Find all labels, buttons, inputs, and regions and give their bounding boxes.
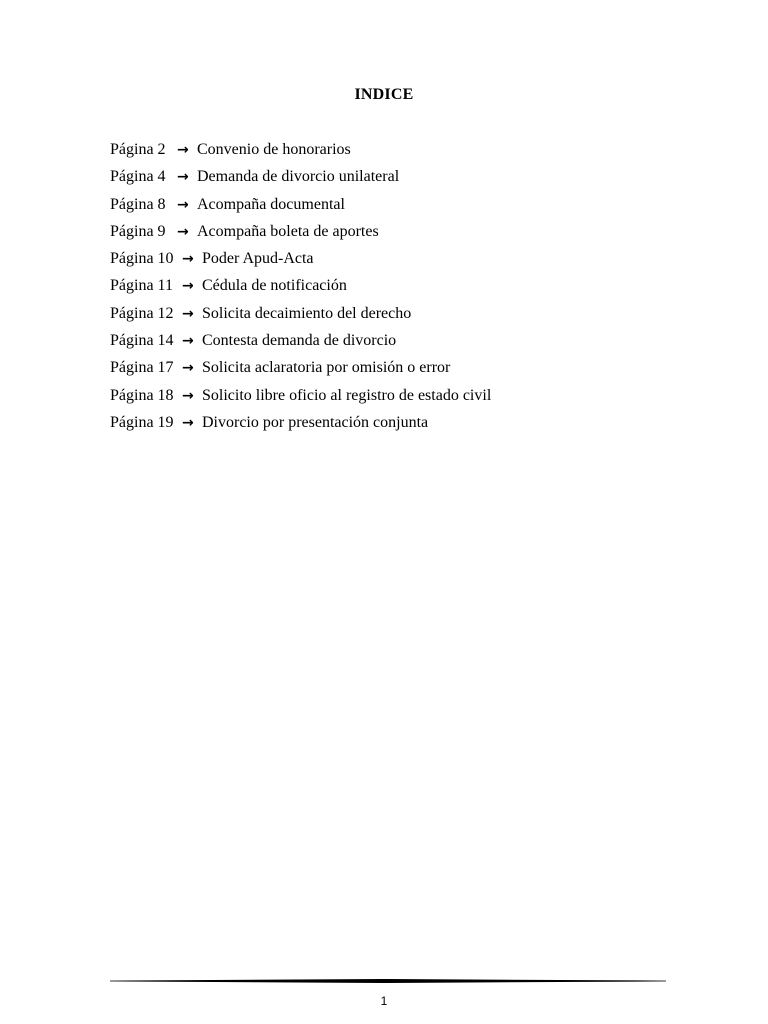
footer-rule <box>110 979 666 983</box>
toc-entry <box>110 303 491 330</box>
right-arrow-icon: → <box>182 414 194 431</box>
right-arrow-icon: → <box>182 360 194 377</box>
toc-page-number: Página 4 <box>110 168 166 186</box>
toc-entry-title: Solicita aclaratoria por omisión o error <box>202 359 451 377</box>
toc-entry-title: Solicito libre oficio al registro de estado civil <box>202 386 492 404</box>
toc-page-number: Página 9 <box>110 222 166 240</box>
toc-entry-title: Poder Apud-Acta <box>202 250 314 268</box>
toc-entry <box>110 194 491 221</box>
toc-page-number: Página 12 <box>110 304 174 322</box>
toc-entry <box>110 357 491 384</box>
toc-entry-title: Acompaña documental <box>197 195 345 213</box>
page-number: 1 <box>380 994 388 1008</box>
right-arrow-icon: → <box>182 251 194 268</box>
toc-entry-title: Convenio de honorarios <box>197 141 351 158</box>
toc-entry <box>110 166 491 193</box>
toc-entry <box>110 275 491 302</box>
toc-entry <box>110 248 491 275</box>
right-arrow-icon: → <box>182 278 194 295</box>
toc-page-number: Página 2 <box>110 141 166 158</box>
toc-entry <box>110 385 491 412</box>
toc-entry-title: Acompaña boleta de aportes <box>197 222 379 240</box>
right-arrow-icon: → <box>182 333 194 350</box>
index-title: INDICE <box>354 86 414 103</box>
toc-entry <box>110 221 491 248</box>
right-arrow-icon: → <box>177 196 189 213</box>
toc-entry-title: Cédula de notificación <box>202 277 347 295</box>
toc-page-number: Página 18 <box>110 386 174 404</box>
toc-page-number: Página 14 <box>110 332 174 350</box>
toc-entry-title: Demanda de divorcio unilateral <box>197 168 400 186</box>
toc-page-number: Página 10 <box>110 250 174 268</box>
toc-page-number: Página 8 <box>110 195 166 213</box>
toc-entry <box>110 412 491 439</box>
toc-entry-title: Divorcio por presentación conjunta <box>202 413 429 431</box>
toc-entry <box>110 330 491 357</box>
right-arrow-icon: → <box>182 305 194 322</box>
right-arrow-icon: → <box>182 387 194 404</box>
toc-entry <box>110 139 491 166</box>
toc-page-number: Página 19 <box>110 413 174 431</box>
toc-entry-title: Contesta demanda de divorcio <box>202 332 397 350</box>
table-of-contents <box>110 139 491 439</box>
toc-page-number: Página 17 <box>110 359 174 377</box>
right-arrow-icon: → <box>177 169 189 186</box>
right-arrow-icon: → <box>177 142 189 158</box>
right-arrow-icon: → <box>177 223 189 240</box>
toc-entry-title: Solicita decaimiento del derecho <box>202 304 412 322</box>
toc-page-number: Página 11 <box>110 277 173 295</box>
